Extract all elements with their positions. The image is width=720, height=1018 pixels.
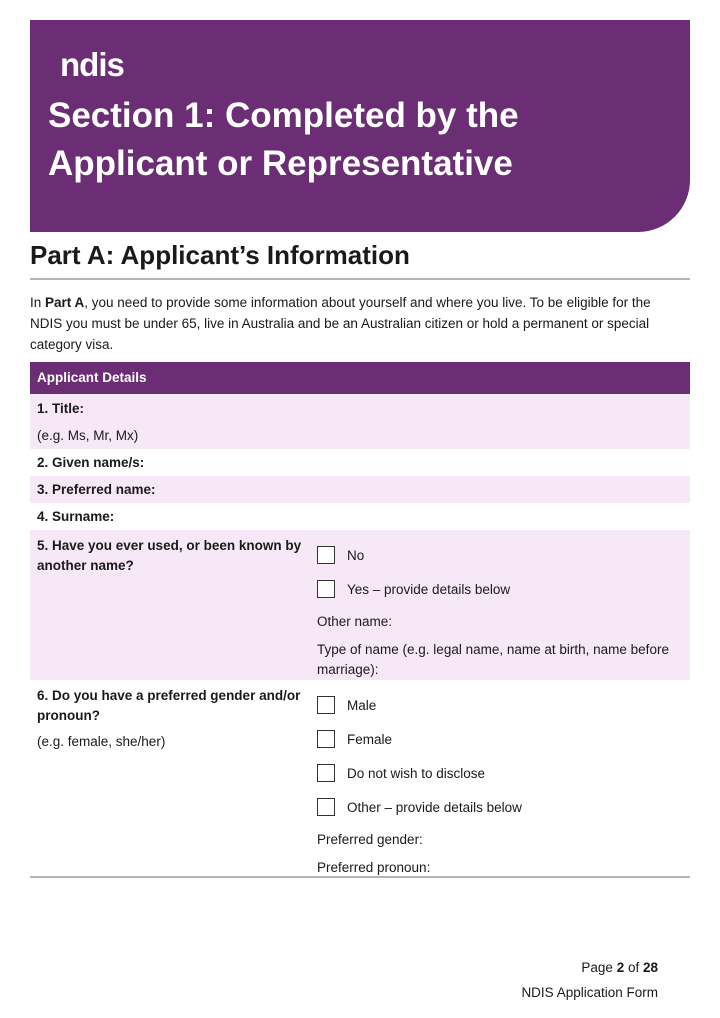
- preferred-name-row[interactable]: [30, 476, 690, 503]
- option-male[interactable]: [317, 688, 690, 722]
- applicant-details-table: [30, 362, 690, 878]
- type-of-name-field[interactable]: Type of name (e.g. legal name, name at birth, name before marriage):: [317, 642, 669, 677]
- checkbox-female[interactable]: [317, 730, 335, 748]
- surname-label: 4. Surname:: [37, 509, 115, 524]
- preferred-gender-field[interactable]: Preferred gender:: [317, 832, 423, 847]
- other-name-field[interactable]: Other name:: [317, 614, 393, 629]
- other-name-question-label: 5. Have you ever used, or been known by another name?: [37, 538, 302, 573]
- option-not-disclose-label: Do not wish to disclose: [347, 765, 486, 781]
- section-title-line-2: Applicant or Representative: [48, 144, 513, 183]
- table-bottom-rule: [30, 876, 690, 878]
- preferred-pronoun-field[interactable]: Preferred pronoun:: [317, 860, 431, 875]
- intro-rest: , you need to provide some information about yourself and where you live. To be eligible for the NDIS you must be under 65, live in Australia and be an Australian citizen or hold a permanent or special category visa.: [30, 295, 651, 352]
- option-female-label: Female: [347, 731, 393, 747]
- intro-bold: Part A: [45, 295, 85, 310]
- ndis-logo: ndis: [60, 46, 124, 83]
- page-of: of: [624, 960, 643, 975]
- page-prefix: Page: [581, 960, 617, 975]
- other-name-question-row: [30, 530, 690, 680]
- part-title-divider: [30, 278, 690, 280]
- gender-question-label: 6. Do you have a preferred gender and/or pronoun?: [37, 688, 301, 723]
- section-title-line-1: Section 1: Completed by the: [48, 96, 519, 135]
- title-row[interactable]: [30, 394, 690, 449]
- preferred-name-label: 3. Preferred name:: [37, 482, 156, 497]
- checkbox-no[interactable]: [317, 546, 335, 564]
- checkbox-not-disclose[interactable]: [317, 764, 335, 782]
- option-no[interactable]: [317, 538, 690, 572]
- table-header: Applicant Details: [30, 362, 690, 394]
- given-names-row[interactable]: [30, 449, 690, 476]
- page-current: 2: [616, 960, 625, 975]
- gender-question-cell: [37, 680, 317, 878]
- form-name: NDIS Application Form: [521, 985, 658, 1000]
- title-hint: (e.g. Ms, Mr, Mx): [37, 428, 139, 443]
- intro-paragraph: [30, 292, 682, 355]
- surname-row[interactable]: [30, 503, 690, 530]
- checkbox-yes[interactable]: [317, 580, 335, 598]
- option-other-label: Other – provide details below: [347, 799, 522, 815]
- option-male-label: Male: [347, 697, 377, 713]
- gender-question-hint: (e.g. female, she/her): [37, 734, 166, 749]
- option-yes[interactable]: [317, 572, 690, 606]
- part-title: Part A: Applicant’s Information: [30, 240, 410, 270]
- intro-prefix: In: [30, 295, 46, 310]
- section-title: [48, 92, 668, 188]
- section-header-banner: [30, 20, 690, 232]
- gender-answers: [317, 680, 690, 878]
- option-yes-label: Yes – provide details below: [347, 581, 511, 597]
- given-names-label: 2. Given name/s:: [37, 455, 145, 470]
- other-name-answers: [317, 530, 690, 680]
- option-female[interactable]: [317, 722, 690, 756]
- option-other[interactable]: [317, 790, 690, 824]
- gender-question-row: [30, 680, 690, 878]
- page-total: 28: [642, 960, 658, 975]
- page-number: [581, 960, 658, 975]
- option-no-label: No: [347, 547, 365, 563]
- title-label: 1. Title:: [37, 401, 85, 416]
- checkbox-male[interactable]: [317, 696, 335, 714]
- option-not-disclose[interactable]: [317, 756, 690, 790]
- checkbox-other[interactable]: [317, 798, 335, 816]
